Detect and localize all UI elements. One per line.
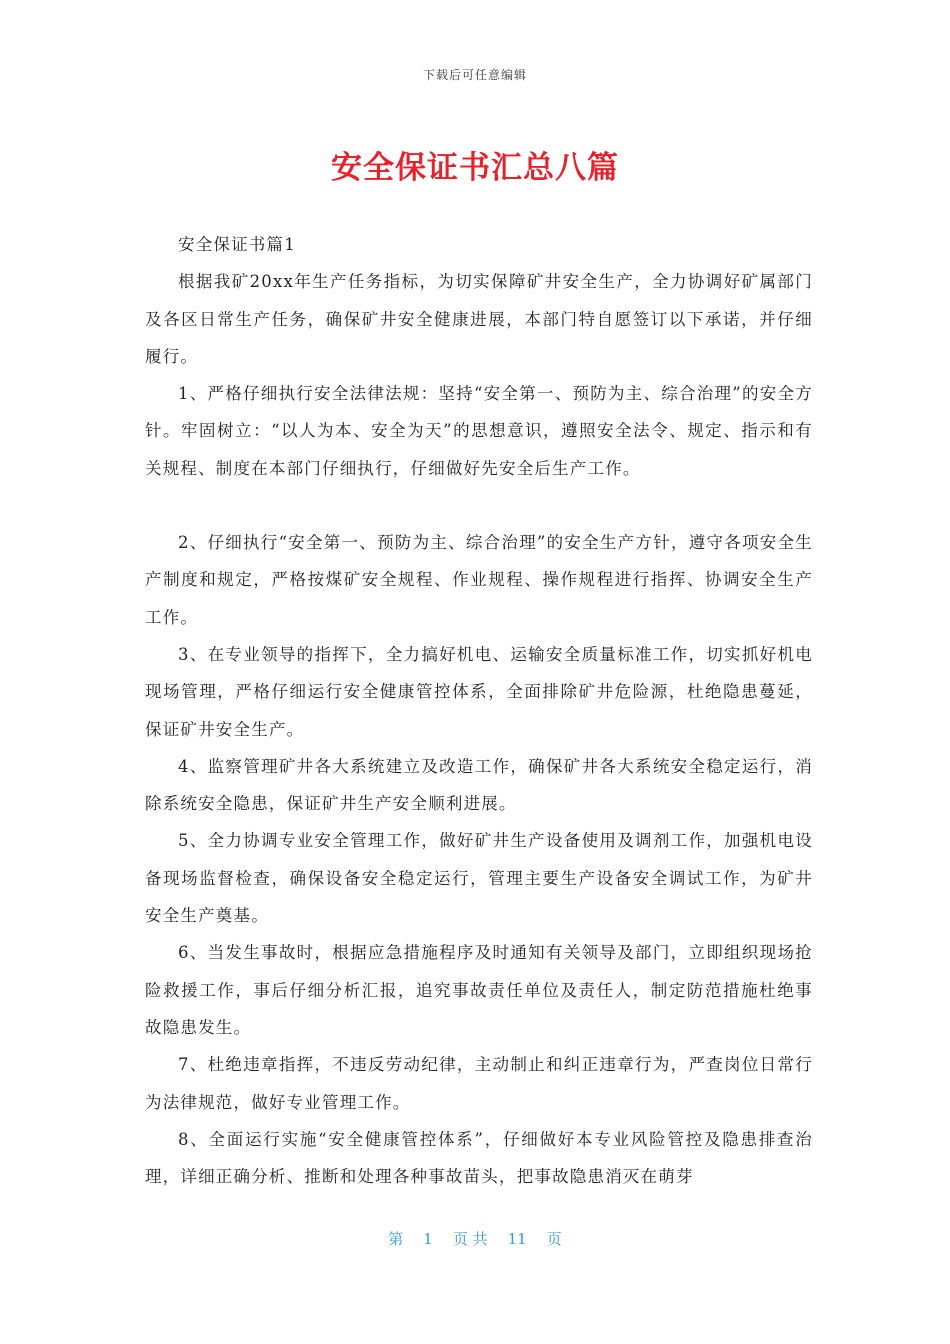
document-body — [145, 226, 813, 1195]
commitment-item-8: 8、全面运行实施“安全健康管控体系”，仔细做好本专业风险管控及隐患排查治理，详细正确分析、推断和处理各种事故苗头，把事故隐患消灭在萌芽 — [145, 1129, 813, 1187]
commitment-item-3: 3、在专业领导的指挥下，全力搞好机电、运输安全质量标准工作，切实抓好机电现场管理，严格仔细运行安全健康管控体系，全面排除矿井危险源，杜绝隐患蔓延，保证矿井安全生产。 — [145, 644, 813, 739]
footer-suffix: 页 — [546, 1230, 562, 1248]
commitment-item-4: 4、监察管理矿井各大系统建立及改造工作，确保矿井各大系统安全稳定运行，消除系统安全隐患，保证矿井生产安全顺利进展。 — [145, 756, 813, 814]
commitment-item-1: 1、严格仔细执行安全法律法规：坚持“安全第一、预防为主、综合治理”的安全方针。牢固树立：“以人为本、安全为天”的思想意识，遵照安全法令、规定、指示和有关规程、制度在本部门仔细执行，仔细做好先安全后生产工作。 — [145, 384, 813, 478]
commitment-item-5: 5、全力协调专业安全管理工作，做好矿井生产设备使用及调剂工作，加强机电设备现场监督检查，确保设备安全稳定运行，管理主要生产设备安全调试工作，为矿井安全生产奠基。 — [145, 831, 813, 926]
footer-middle: 页 共 — [452, 1230, 488, 1248]
page-footer — [0, 1228, 950, 1249]
intro-paragraph: 根据我矿20xx年生产任务指标，为切实保障矿井安全生产，全力协调好矿属部门及各区日常生产任务，确保矿井安全健康进展，本部门特自愿签订以下承诺，并仔细履行。 — [145, 272, 813, 366]
total-pages-number: 11 — [507, 1230, 527, 1248]
commitment-item-2: 2、仔细执行“安全第一、预防为主、综合治理”的安全生产方针，遵守各项安全生产制度和规定，严格按煤矿安全规程、作业规程、操作规程进行指挥、协调安全生产工作。 — [145, 533, 813, 627]
section-heading: 安全保证书篇1 — [178, 235, 296, 254]
commitment-item-7: 7、杜绝违章指挥，不违反劳动纪律，主动制止和纠正违章行为，严查岗位日常行为法律规范，做好专业管理工作。 — [145, 1055, 813, 1112]
commitment-item-6: 6、当发生事故时，根据应急措施程序及时通知有关领导及部门，立即组织现场抢险救援工作，事后仔细分析汇报，追究事故责任单位及责任人，制定防范措施杜绝事故隐患发生。 — [145, 943, 813, 1037]
footer-prefix: 第 — [388, 1230, 404, 1248]
header-note: 下载后可任意编辑 — [422, 68, 527, 82]
current-page-number: 1 — [423, 1230, 433, 1248]
document-title: 安全保证书汇总八篇 — [331, 150, 619, 186]
